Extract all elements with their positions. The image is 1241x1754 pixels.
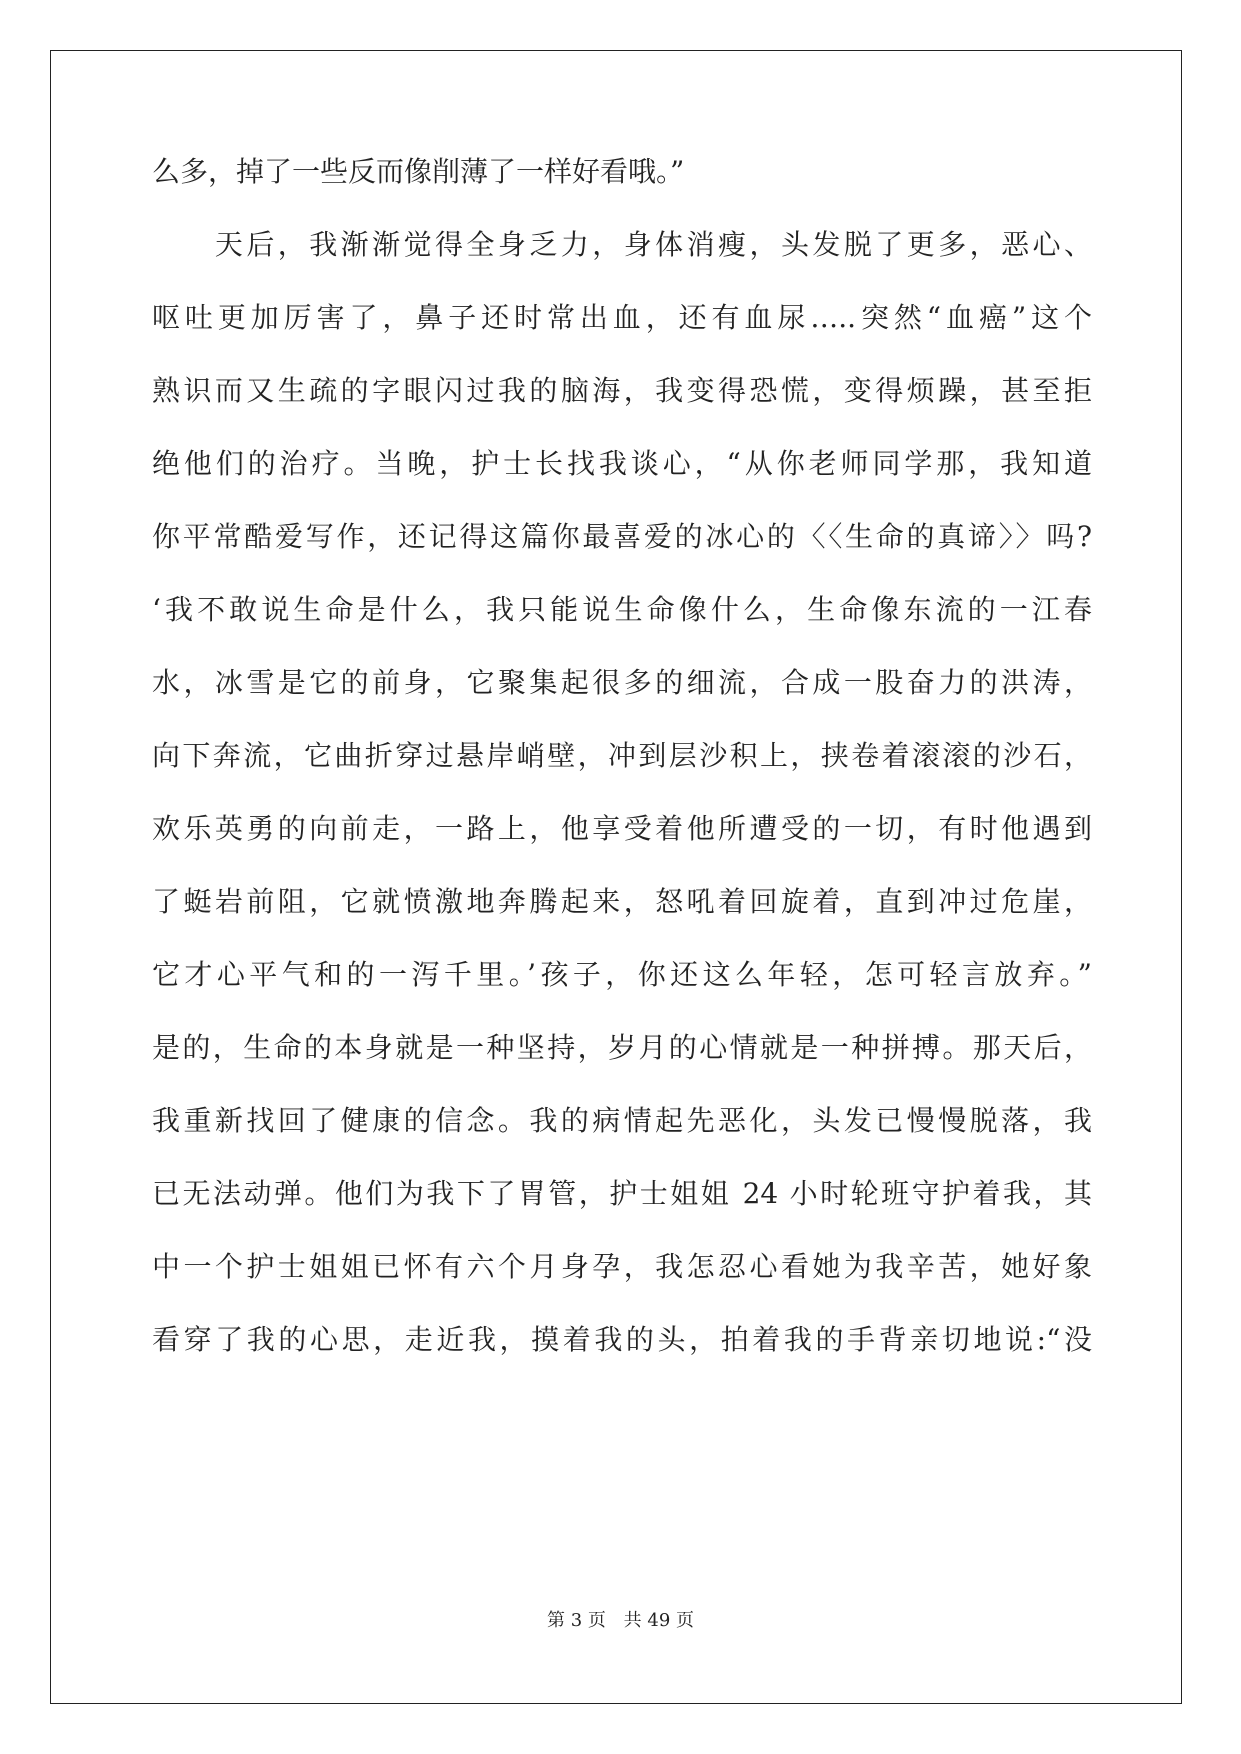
- text-line: 天后，我渐渐觉得全身乏力，身体消瘦，头发脱了更多，恶心、: [152, 228, 1092, 261]
- text-line: 绝他们的治疗。当晚，护士长找我谈心，“从你老师同学那，我知道: [152, 447, 1092, 480]
- text-line: 呕吐更加厉害了，鼻子还时常出血，还有血尿…..突然“血癌”这个: [152, 301, 1092, 334]
- text-line: 你平常酷爱写作，还记得这篇你最喜爱的冰心的〈〈生命的真谛〉〉吗?: [152, 520, 1092, 553]
- text-line: ‘我不敢说生命是什么，我只能说生命像什么，生命像东流的一江春: [152, 593, 1092, 626]
- page-number: 第 3 页: [547, 1610, 606, 1631]
- text-line: 水，冰雪是它的前身，它聚集起很多的细流，合成一股奋力的洪涛，: [152, 666, 1092, 699]
- text-line: 向下奔流，它曲折穿过悬岸峭壁，冲到层沙积上，挟卷着滚滚的沙石，: [152, 739, 1092, 772]
- text-line: 了蜓岩前阻，它就愤激地奔腾起来，怒吼着回旋着，直到冲过危崖，: [152, 885, 1092, 918]
- text-line: 它才心平气和的一泻千里。’孩子，你还这么年轻，怎可轻言放弃。”: [152, 958, 1092, 991]
- text-line: 已无法动弹。他们为我下了胃管，护士姐姐 24 小时轮班守护着我，其: [152, 1177, 1092, 1210]
- text-line: 么多，掉了一些反而像削薄了一样好看哦。”: [152, 155, 685, 188]
- text-line: 欢乐英勇的向前走，一路上，他享受着他所遭受的一切，有时他遇到: [152, 812, 1092, 845]
- text-line: 看穿了我的心思，走近我，摸着我的头，拍着我的手背亲切地说:“没: [152, 1323, 1092, 1356]
- text-line: 是的，生命的本身就是一种坚持，岁月的心情就是一种拼搏。那天后，: [152, 1031, 1092, 1064]
- page-total: 共 49 页: [623, 1610, 694, 1631]
- page-footer: [0, 1606, 1241, 1632]
- text-line: 中一个护士姐姐已怀有六个月身孕，我怎忍心看她为我辛苦，她好象: [152, 1250, 1092, 1283]
- text-line: 我重新找回了健康的信念。我的病情起先恶化，头发已慢慢脱落，我: [152, 1104, 1092, 1137]
- text-line: 熟识而又生疏的字眼闪过我的脑海，我变得恐慌，变得烦躁，甚至拒: [152, 374, 1092, 407]
